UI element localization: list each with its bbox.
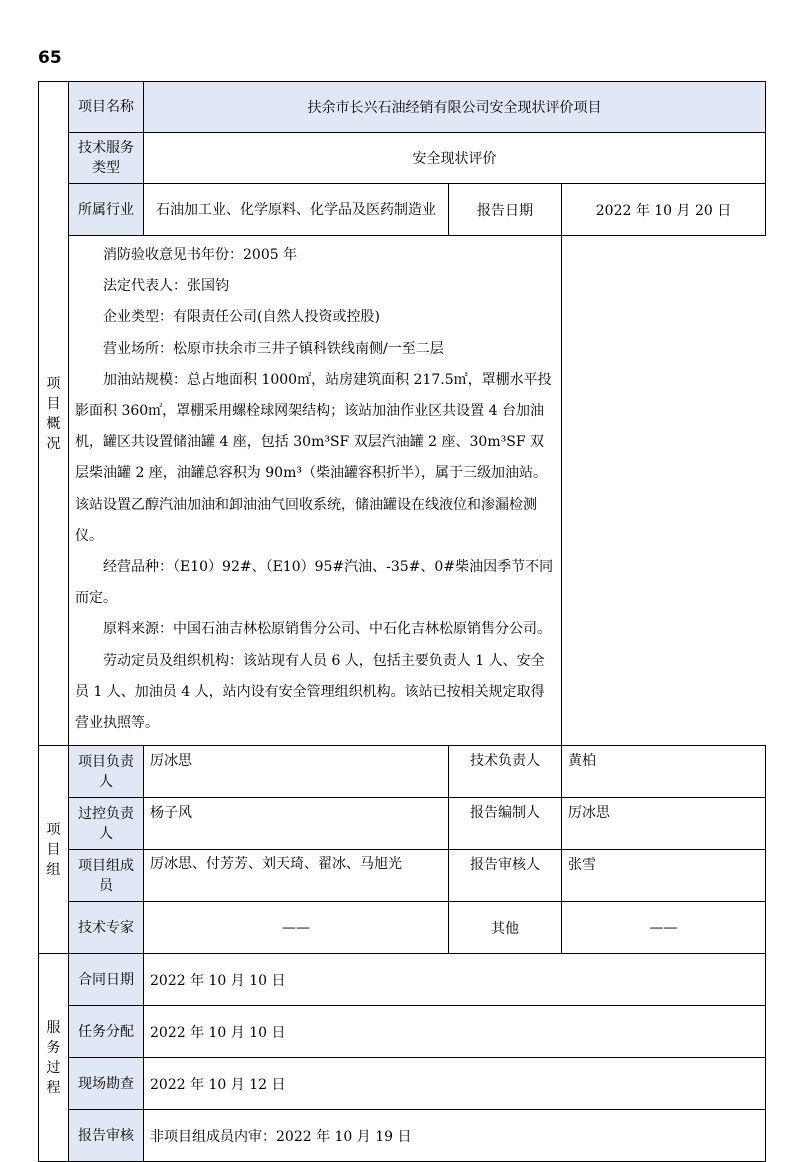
service-type-value: 安全现状评价 [144,133,766,184]
project-name-value: 扶余市长兴石油经销有限公司安全现状评价项目 [144,82,766,133]
other-label: 其他 [449,902,562,954]
overview-paragraph: 消防验收意见书年份：2005 年 [103,247,298,263]
survey-label: 现场勘查 [69,1058,144,1110]
tech-leader-value: 黄柏 [562,746,766,798]
review-value: 非项目组成员内审：2022 年 10 月 19 日 [144,1110,766,1162]
members-label: 项目组成员 [69,850,144,902]
report-date-label: 报告日期 [449,184,562,236]
row-process-leader [39,798,766,850]
contract-value: 2022 年 10 月 10 日 [144,954,766,1006]
overview-paragraph: 企业类型：有限责任公司(自然人投资或控股) [103,309,380,326]
process-leader-label: 过控负责人 [69,798,144,850]
row-project-name [39,82,766,133]
overview-paragraph: 劳动定员及组织机构：该站现有人员 6 人，包括主要负责人 1 人、安全员 1 人、加油员 4 人，站内设有安全管理组织机构。该站已按相关规定取得营业执照等。 [75,652,545,732]
process-leader-value: 杨子风 [144,798,449,850]
contract-label: 合同日期 [69,954,144,1006]
overview-paragraph: 营业场所：松原市扶余市三井子镇科铁线南侧/一至二层 [103,340,444,357]
survey-value: 2022 年 10 月 12 日 [144,1058,766,1110]
overview-paragraph: 经营品种：（E10）92#、（E10）95#汽油、-35#、0#柴油因季节不同而定。 [75,559,554,607]
leader-label: 项目负责人 [69,746,144,798]
industry-label: 所属行业 [69,184,144,236]
page-number: 65 [38,48,62,68]
members-value: 厉冰思、付芳芳、刘天琦、翟冰、马旭光 [144,850,449,902]
industry-value: 石油加工业、化学原料、化学品及医药制造业 [144,184,449,236]
assign-label: 任务分配 [69,1006,144,1058]
row-survey [39,1058,766,1110]
reviewer-value: 张雪 [562,850,766,902]
expert-label: 技术专家 [69,902,144,954]
project-name-label: 项目名称 [69,82,144,133]
row-team-leader [39,746,766,798]
row-contract [39,954,766,1006]
report-date-value: 2022 年 10 月 20 日 [562,184,766,236]
expert-value: —— [144,902,449,954]
row-review [39,1110,766,1162]
tech-leader-label: 技术负责人 [449,746,562,798]
overview-section-cell [39,82,69,746]
overview-paragraph: 加油站规模：总占地面积 1000㎡，站房建筑面积 217.5㎡，罩棚水平投影面积 360㎡，罩棚采用螺栓球网架结构；该站加油作业区共设置 4 台加油机，罐区共设置储油罐 4 座，包括 30m³SF 双层汽油罐 2 座、30m³SF 双层柴油罐 2 座，油罐总容积为 90m³（柴油罐容积折半），属于三级加油站。该站设置乙醇汽油加油和卸油油气回收系统，储油罐设在线液位和渗漏检测仪。 [75,371,552,544]
team-section-cell: 项 目 组 [39,746,69,954]
report-writer-label: 报告编制人 [449,798,562,850]
row-industry [39,184,766,236]
service-type-label: 技术服务类型 [69,133,144,184]
overview-paragraph: 原料来源：中国石油吉林松原销售分公司、中石化吉林松原销售分公司。 [103,621,551,638]
report-writer-value: 厉冰思 [562,798,766,850]
row-service-type [39,133,766,184]
leader-value: 厉冰思 [144,746,449,798]
other-value: —— [562,902,766,954]
assign-value: 2022 年 10 月 10 日 [144,1006,766,1058]
overview-paragraph: 法定代表人：张国钧 [103,278,229,295]
review-label: 报告审核 [69,1110,144,1162]
service-section-cell: 服 务 过 程 [39,954,69,1162]
project-info-table [38,81,766,1162]
reviewer-label: 报告审核人 [449,850,562,902]
overview-text [69,236,562,746]
row-expert [39,902,766,954]
overview-section-label: 项 目 概 况 [46,375,61,452]
row-assign [39,1006,766,1058]
row-members [39,850,766,902]
row-overview [39,236,766,746]
